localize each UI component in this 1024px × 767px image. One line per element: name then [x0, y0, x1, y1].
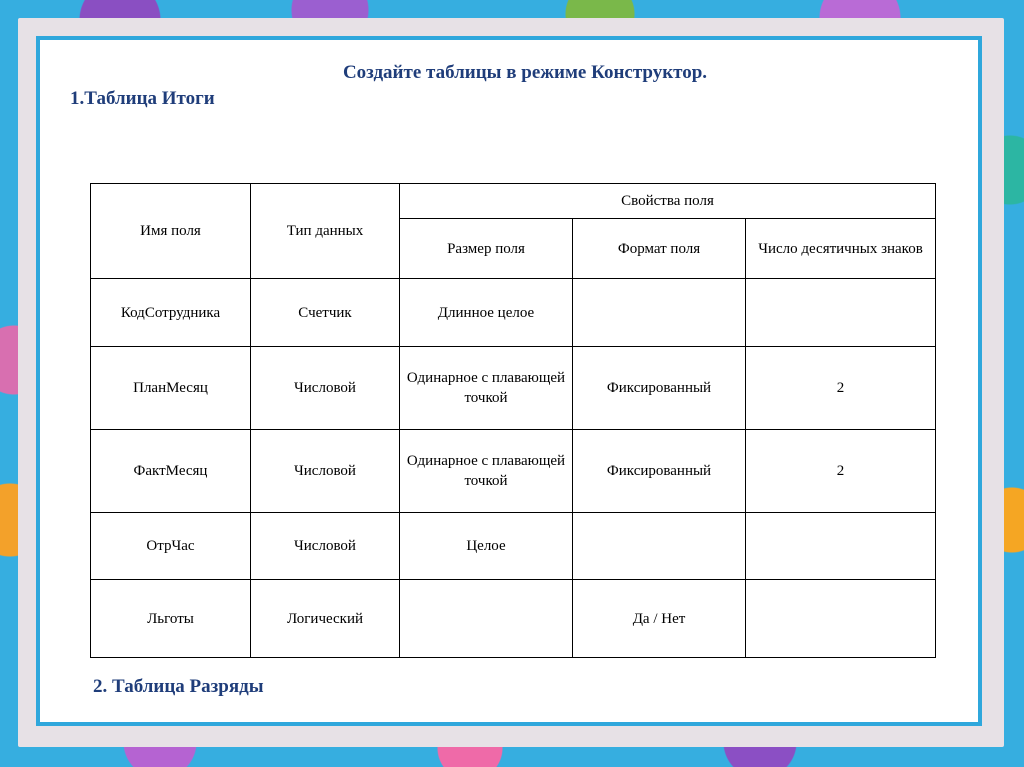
header-field-format: Формат поля	[573, 219, 746, 279]
cell-field-name: КодСотрудника	[91, 279, 251, 347]
table-row	[91, 279, 936, 347]
cell-field-format	[573, 279, 746, 347]
cell-field-size: Одинарное с плавающей точкой	[400, 430, 573, 513]
cell-data-type: Логический	[251, 580, 400, 658]
table-row	[91, 580, 936, 658]
cell-field-size: Длинное целое	[400, 279, 573, 347]
cell-data-type: Числовой	[251, 347, 400, 430]
cell-field-size	[400, 580, 573, 658]
table-row	[91, 347, 936, 430]
cell-field-format: Да / Нет	[573, 580, 746, 658]
cell-field-name: Льготы	[91, 580, 251, 658]
cell-field-size: Целое	[400, 513, 573, 580]
cell-decimals	[746, 279, 936, 347]
cell-data-type: Числовой	[251, 430, 400, 513]
slide-title: Создайте таблицы в режиме Конструктор.	[342, 62, 708, 83]
cell-field-name: ПланМесяц	[91, 347, 251, 430]
cell-decimals: 2	[746, 347, 936, 430]
cell-field-format: Фиксированный	[573, 430, 746, 513]
section-heading-2: 2. Таблица Разряды	[93, 676, 264, 697]
header-data-type: Тип данных	[251, 184, 400, 279]
section-heading-1: 1.Таблица Итоги	[70, 88, 215, 109]
cell-data-type: Числовой	[251, 513, 400, 580]
fields-table	[90, 183, 936, 658]
cell-field-format: Фиксированный	[573, 347, 746, 430]
cell-decimals	[746, 513, 936, 580]
cell-decimals	[746, 580, 936, 658]
cell-field-name: ФактМесяц	[91, 430, 251, 513]
header-field-size: Размер поля	[400, 219, 573, 279]
header-field-properties: Свойства поля	[400, 184, 936, 219]
header-decimals: Число десятичных знаков	[746, 219, 936, 279]
cell-field-name: ОтрЧас	[91, 513, 251, 580]
table-row	[91, 430, 936, 513]
header-field-name: Имя поля	[91, 184, 251, 279]
cell-decimals: 2	[746, 430, 936, 513]
cell-data-type: Счетчик	[251, 279, 400, 347]
table-row	[91, 513, 936, 580]
cell-field-size: Одинарное с плавающей точкой	[400, 347, 573, 430]
cell-field-format	[573, 513, 746, 580]
